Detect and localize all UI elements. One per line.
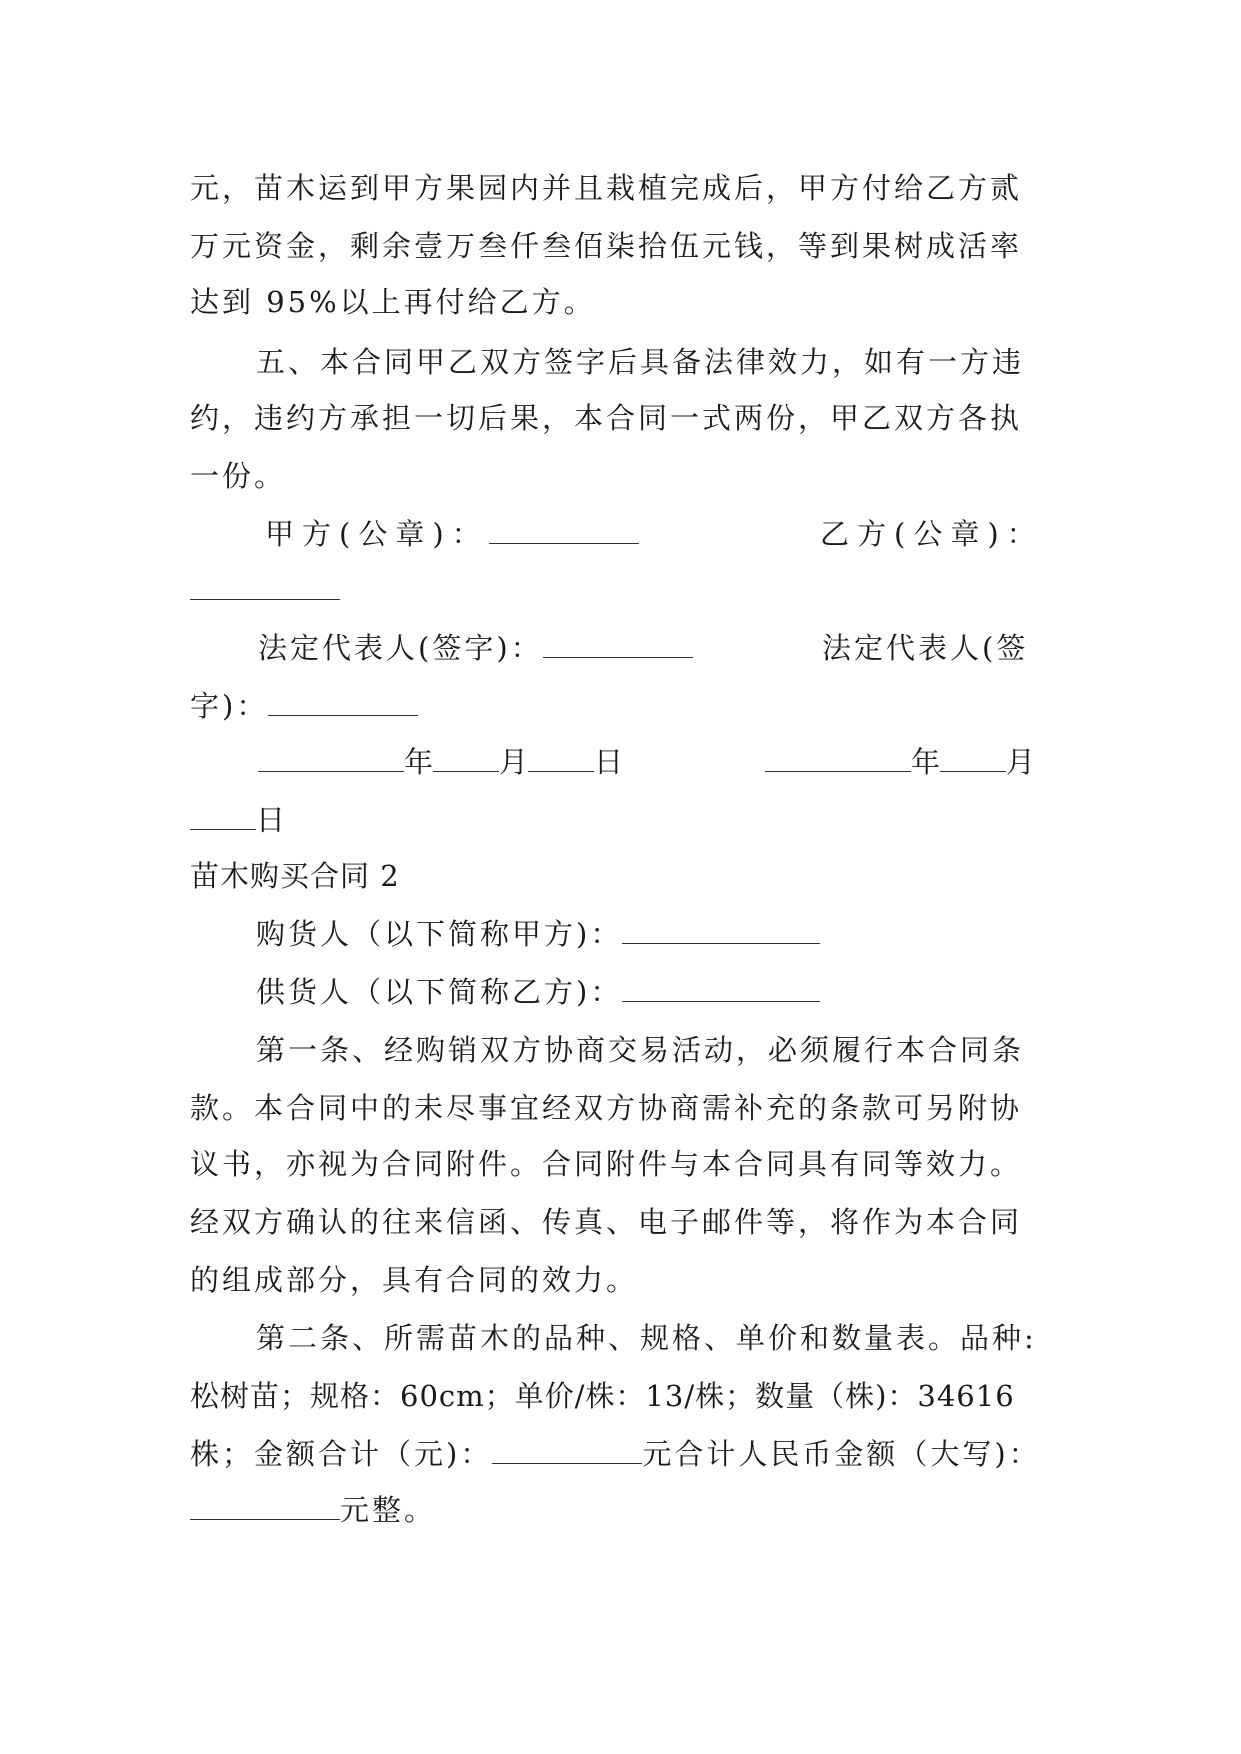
party-a-seal-blank[interactable] [489, 521, 639, 544]
seller-blank[interactable] [622, 979, 820, 1002]
art1-line-5: 的组成部分，具有合同的效力。 [190, 1263, 639, 1297]
rep-a-blank[interactable] [543, 635, 693, 658]
para-line-5: 约，违约方承担一切后果，本合同一式两份，甲乙双方各执 [190, 401, 1023, 435]
art2-line-1: 第二条、所需苗木的品种、规格、单价和数量表。品种: [256, 1321, 1037, 1355]
art2-line-2: 松树苗；规格：60cm；单价/株：13/株；数量（株)：34616 [190, 1379, 1015, 1413]
party-a-seal-label: 甲方(公章)： [265, 517, 489, 551]
date-b-year-label: 年 [911, 745, 941, 779]
date-b-day-blank[interactable] [190, 807, 256, 830]
para-line-3: 达到 95%以上再付给乙方。 [190, 285, 596, 319]
seller-row [256, 972, 820, 1012]
rep-b [190, 686, 1070, 726]
party-b-seal-blank-row [190, 570, 1070, 610]
date-a [258, 742, 623, 782]
date-a-year-label: 年 [404, 745, 434, 779]
art2-total-blank[interactable] [492, 1441, 642, 1464]
rep-a-label: 法定代表人(签字)： [258, 631, 543, 665]
para-line-6: 一份。 [190, 459, 287, 493]
art2-total-label: 株；金额合计（元)： [190, 1437, 493, 1471]
date-b-day [190, 800, 1070, 840]
party-b-seal-blank[interactable] [190, 577, 340, 600]
rep-b-label-1: 法定代表人(签 [822, 631, 1029, 665]
date-b-month-blank[interactable] [940, 749, 1006, 772]
art1-line-1: 第一条、经购销双方协商交易活动，必须履行本合同条 [256, 1033, 1025, 1067]
art2-line-4 [190, 1490, 1070, 1530]
art1-line-4: 经双方确认的往来信函、传真、电子邮件等，将作为本合同 [190, 1205, 1023, 1239]
date-b-year-blank[interactable] [765, 749, 911, 772]
date-b-day-label: 日 [256, 803, 286, 837]
art2-rmb-blank[interactable] [190, 1497, 340, 1520]
para-line-4: 五、本合同甲乙双方签字后具备法律效力，如有一方违 [256, 345, 1025, 379]
seller-label: 供货人（以下简称乙方)： [256, 975, 623, 1009]
date-a-day-label: 日 [594, 745, 624, 779]
party-a-seal [265, 514, 639, 554]
para-line-2: 万元资金，剩余壹万叁仟叁佰柒拾伍元钱，等到果树成活率 [190, 229, 1023, 263]
date-a-month-label: 月 [499, 745, 529, 779]
date-b [765, 742, 1035, 782]
art2-rmb-label: 元合计人民币金额（大写)： [642, 1437, 1041, 1471]
art2-end-label: 元整。 [340, 1493, 437, 1527]
rep-b-blank[interactable] [268, 693, 418, 716]
art1-line-2: 款。本合同中的未尽事宜经双方协商需补充的条款可另附协 [190, 1091, 1023, 1125]
date-a-month-blank[interactable] [433, 749, 499, 772]
para-line-1: 元，苗木运到甲方果园内并且栽植完成后，甲方付给乙方贰 [190, 171, 1023, 205]
date-b-month-label: 月 [1006, 745, 1036, 779]
date-a-day-blank[interactable] [528, 749, 594, 772]
buyer-row [256, 914, 820, 954]
buyer-label: 购货人（以下简称甲方)： [256, 917, 623, 951]
art2-line-3 [190, 1434, 1070, 1474]
buyer-blank[interactable] [622, 921, 820, 944]
party-b-seal-label: 乙方(公章)： [820, 517, 1044, 551]
rep-a [258, 628, 693, 668]
rep-b-label-2: 字)： [190, 689, 269, 723]
contract2-title: 苗木购买合同 2 [190, 859, 400, 893]
date-a-year-blank[interactable] [258, 749, 404, 772]
art1-line-3: 议书，亦视为合同附件。合同附件与本合同具有同等效力。 [190, 1147, 1023, 1181]
